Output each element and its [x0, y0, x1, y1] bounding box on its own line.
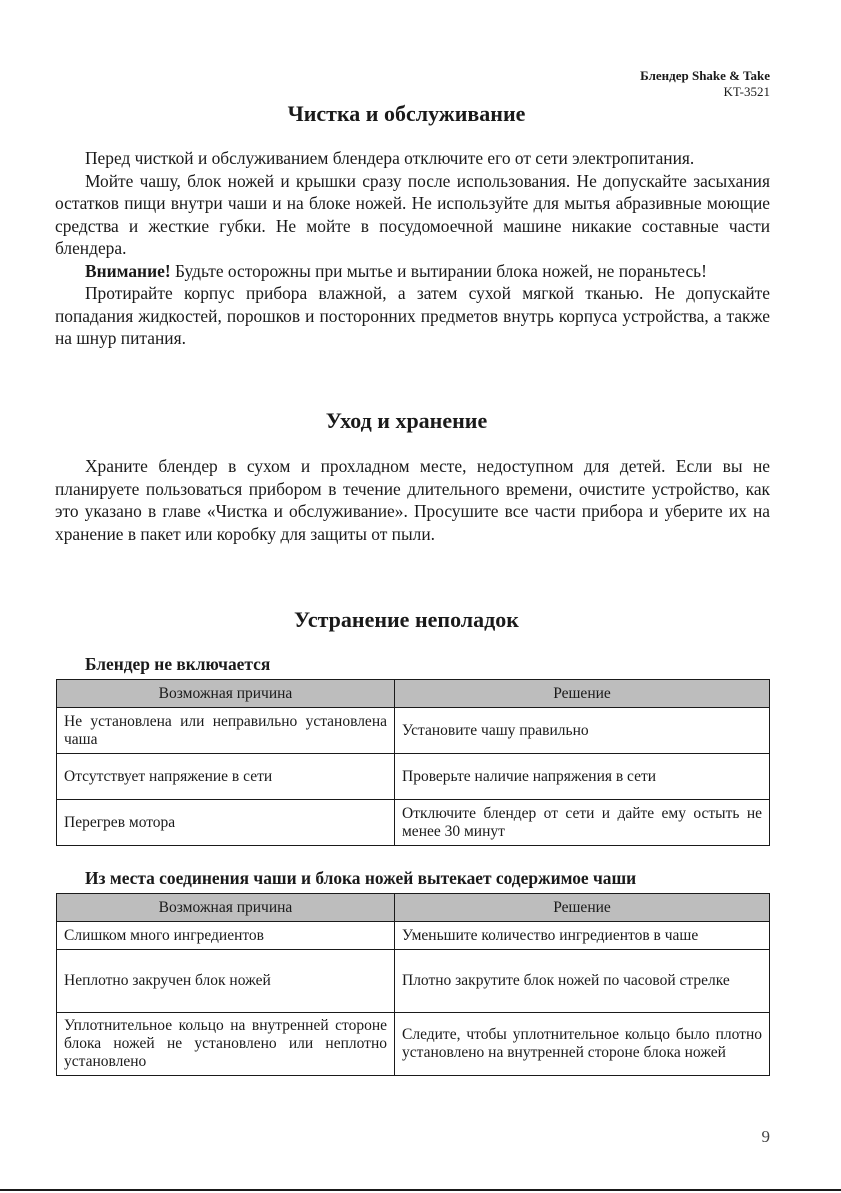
cleaning-text [55, 147, 770, 350]
table-row [57, 922, 770, 950]
product-code: KT-3521 [723, 84, 770, 99]
column-header-cause: Возможная причина [57, 680, 395, 708]
solution-cell: Проверьте наличие напряжения в сети [395, 754, 770, 800]
product-model: Блендер Shake & Take [640, 68, 770, 83]
column-header-solution: Решение [395, 894, 770, 922]
cleaning-paragraph: Перед чисткой и обслуживанием блендера отключите его от сети электропитания. [85, 148, 695, 168]
troubleshooting-table [56, 679, 770, 846]
solution-cell: Уменьшите количество ингредиентов в чаше [395, 922, 770, 950]
cause-cell: Слишком много ингредиентов [57, 922, 395, 950]
page-number: 9 [761, 1127, 770, 1146]
table-row [57, 1013, 770, 1076]
cause-cell: Не установлена или неправильно установлена чаша [57, 708, 395, 754]
table-header-row [57, 680, 770, 708]
storage-title: Уход и хранение [325, 408, 488, 433]
column-header-cause: Возможная причина [57, 894, 395, 922]
table-row [57, 708, 770, 754]
warning-label: Внимание! [85, 260, 171, 281]
troubleshooting-title: Устранение неполадок [294, 607, 519, 632]
solution-cell: Следите, чтобы уплотнительное кольцо было плотно установлено на внутренней стороне блока ножей [395, 1013, 770, 1076]
cause-cell: Перегрев мотора [57, 800, 395, 846]
solution-cell: Установите чашу правильно [395, 708, 770, 754]
cleaning-paragraph: Протирайте корпус прибора влажной, а затем сухой мягкой тканью. Не допускайте попадания жидкостей, порошков и посторонних предметов внутрь корпуса устройства, а также на шнур питания. [55, 283, 770, 348]
troubleshooting-table [56, 893, 770, 1076]
warning-paragraph [55, 260, 770, 283]
problem-heading: Блендер не включается [85, 654, 271, 674]
solution-cell: Отключите блендер от сети и дайте ему остыть не менее 30 минут [395, 800, 770, 846]
cause-cell: Уплотнительное кольцо на внутренней стороне блока ножей не установлено или неплотно установлено [57, 1013, 395, 1076]
solution-cell: Плотно закрутите блок ножей по часовой стрелке [395, 950, 770, 1013]
cause-cell: Отсутствует напряжение в сети [57, 754, 395, 800]
column-header-solution: Решение [395, 680, 770, 708]
bottom-divider [0, 1189, 841, 1191]
table-row [57, 754, 770, 800]
storage-paragraph: Храните блендер в сухом и прохладном месте, недоступном для детей. Если вы не планируете пользоваться прибором в течение длительного времени, очистите устройство, как это указано в главе «Чистка и обслуживание». Просушите все части прибора и уберите их на хранение в пакет или коробку для защиты от пыли. [55, 456, 770, 544]
cleaning-title: Чистка и обслуживание [287, 101, 526, 126]
storage-text [55, 455, 770, 545]
problem-heading: Из места соединения чаши и блока ножей вытекает содержимое чаши [85, 868, 637, 888]
cleaning-paragraph: Мойте чашу, блок ножей и крышки сразу после использования. Не допускайте засыхания остатков пищи внутри чаши и на блоке ножей. Не используйте для мытья абразивные моющие средства и жесткие губки. Не мойте в посудомоечной машине никакие составные части блендера. [55, 170, 770, 258]
table-row [57, 950, 770, 1013]
table-row [57, 800, 770, 846]
warning-text: Будьте осторожны при мытье и вытирании блока ножей, не пораньтесь! [170, 260, 707, 281]
page-header [640, 68, 770, 100]
cause-cell: Неплотно закручен блок ножей [57, 950, 395, 1013]
table-header-row [57, 894, 770, 922]
